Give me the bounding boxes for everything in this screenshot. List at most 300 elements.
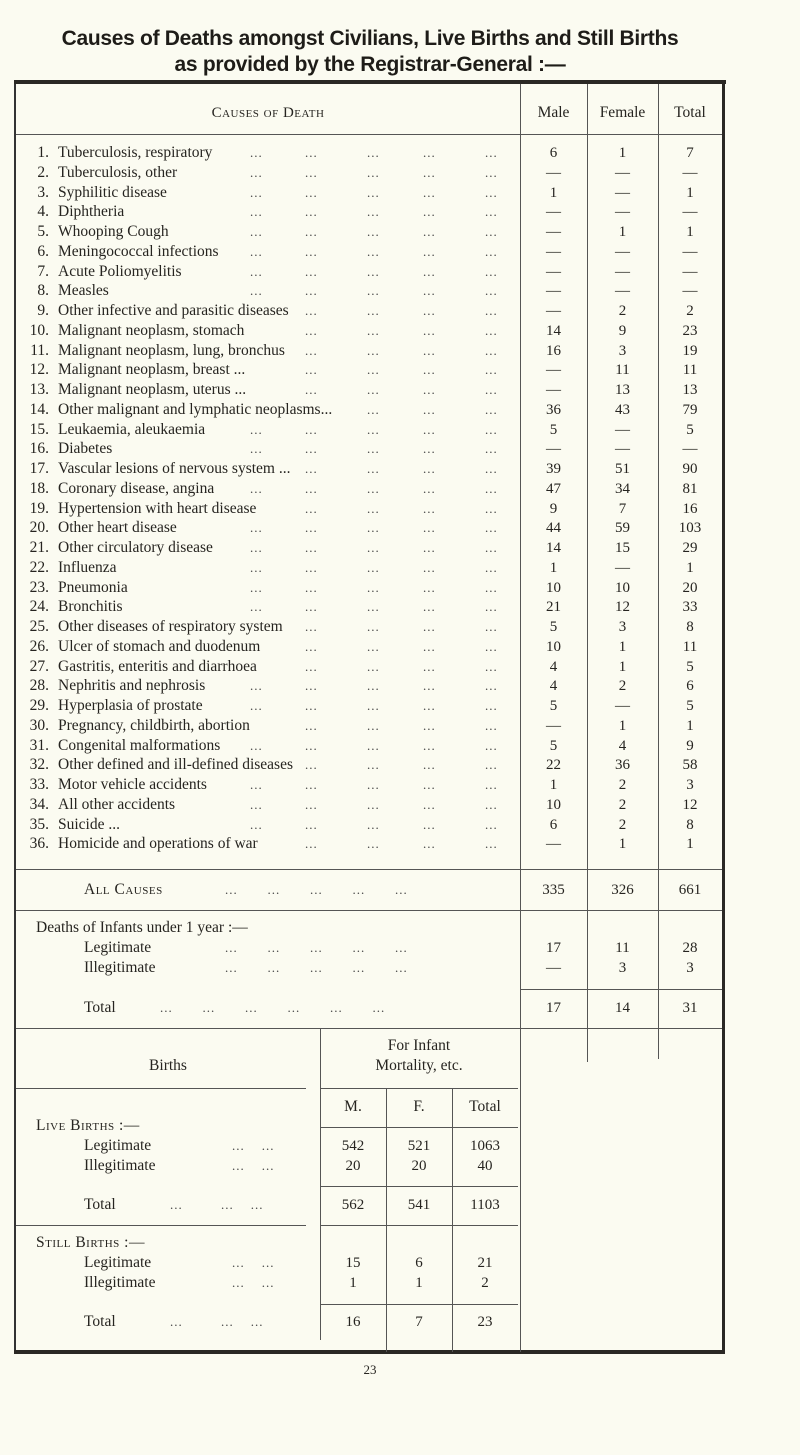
dot-leader: ... [367, 658, 380, 674]
dot-leader: ... [423, 184, 436, 200]
header-female: Female [599, 104, 646, 121]
row-number: 21. [29, 539, 49, 556]
dot-leader: ... [305, 243, 318, 259]
dot-leader: ... [423, 362, 436, 378]
dot-leader: ... [305, 559, 318, 575]
all-causes-female: 326 [611, 882, 634, 898]
row-number: 19. [29, 499, 49, 517]
dot-leader: ... [423, 540, 436, 555]
births-col-f: F. [413, 1098, 425, 1115]
dot-leader: ... [423, 204, 436, 220]
male-count: 39 [546, 461, 561, 477]
dot-leader: ... [485, 243, 498, 259]
dot-leader: ... [423, 342, 436, 358]
cause-label: Acute Poliomyelitis [58, 262, 182, 280]
dot-leader: ... [305, 520, 318, 536]
female-count: 9 [618, 322, 627, 339]
dot-leader: ... [367, 164, 380, 180]
dot-leader: ... [250, 737, 263, 753]
female-count: 13 [615, 382, 630, 398]
dot-leader: ... [485, 816, 498, 832]
total-count: 7 [686, 145, 694, 161]
male-count: — [546, 362, 561, 379]
cause-label: All other accidents [58, 795, 176, 813]
dot-leader: ... [485, 441, 498, 457]
dot-leader: ... [367, 777, 380, 792]
divider [16, 1225, 306, 1226]
dot-leader: ... [423, 599, 436, 615]
dot-leader: ... [485, 401, 498, 417]
male-count: 44 [546, 520, 561, 537]
infant-male: 17 [546, 1000, 561, 1016]
dot-leader: ... [305, 263, 318, 279]
cause-label: Influenza [58, 558, 117, 576]
male-count: — [546, 382, 561, 398]
total-count: — [682, 283, 698, 300]
dot-leader: ... [367, 579, 380, 595]
male-count: 5 [549, 619, 558, 635]
still-births-f: 7 [415, 1314, 423, 1330]
dot-leader: ... [485, 559, 498, 575]
dot-leader: ... ... ... ... ... [225, 960, 408, 975]
dot-leader: ... [485, 421, 498, 437]
cause-label: Nephritis and nephrosis [58, 677, 206, 695]
dot-leader: ... [485, 461, 498, 476]
dot-leader: ... [250, 579, 263, 595]
infant-row-label: Total [84, 999, 116, 1016]
dot-leader: ... [485, 382, 498, 397]
dot-leader: ... [305, 382, 318, 397]
row-number: 6. [37, 242, 49, 260]
infant-row-label: Illegitimate [84, 959, 156, 976]
row-number: 7. [37, 262, 49, 280]
dot-leader: ... [485, 145, 498, 160]
page-number: 23 [363, 1362, 377, 1377]
dot-leader: ... [250, 678, 263, 694]
male-count: — [546, 717, 561, 734]
row-number: 27. [29, 657, 49, 675]
male-count: — [546, 204, 561, 221]
male-count: 47 [546, 480, 561, 497]
total-count: — [682, 204, 698, 221]
dot-leader: ... [485, 184, 498, 200]
female-count: 15 [615, 540, 630, 556]
total-count: 1 [686, 184, 694, 201]
divider [16, 869, 722, 870]
dot-leader: ... [423, 401, 436, 417]
dot-leader: ... ... [232, 1138, 275, 1153]
dot-leader: ... [367, 599, 380, 615]
total-count: 5 [686, 698, 694, 714]
dot-leader: ... [367, 322, 380, 338]
row-number: 4. [37, 203, 49, 221]
divider [320, 1225, 518, 1226]
cause-label: Meningococcal infections [58, 242, 219, 260]
row-number: 35. [29, 815, 49, 833]
dot-leader: ... [485, 480, 498, 496]
dot-leader: ... [305, 500, 318, 516]
dot-leader: ... [305, 322, 318, 338]
cause-label: Other infective and parasitic diseases [58, 302, 289, 319]
infant-female: 14 [615, 1000, 630, 1016]
row-number: 9. [37, 302, 49, 319]
dot-leader: ... [367, 362, 380, 378]
female-count: 1 [618, 717, 627, 734]
row-number: 23. [29, 578, 49, 596]
divider [16, 134, 722, 135]
dot-leader: ... [485, 796, 498, 812]
total-count: 11 [682, 362, 698, 379]
total-count: 20 [682, 579, 698, 596]
all-causes-label: All Causes [84, 881, 163, 898]
dot-leader: ... [305, 540, 318, 555]
dot-leader: ... [485, 204, 498, 220]
total-count: 8 [686, 619, 694, 635]
row-number: 15. [29, 420, 49, 438]
dot-leader: ... [305, 737, 318, 753]
total-count: 1 [686, 559, 694, 576]
dot-leader: ... [485, 658, 498, 674]
divider [320, 1127, 518, 1128]
row-number: 12. [29, 361, 49, 379]
row-number: 31. [29, 736, 49, 754]
female-count: — [615, 441, 630, 458]
dot-leader: ... ... ... [170, 1197, 264, 1212]
still-births-m: 16 [345, 1314, 361, 1330]
dot-leader: ... [485, 303, 498, 318]
row-number: 22. [29, 558, 49, 576]
dot-leader: ... [305, 480, 318, 496]
dot-leader: ... [367, 737, 380, 753]
female-count: 43 [615, 401, 630, 418]
dot-leader: ... [367, 224, 380, 239]
dot-leader: ... [423, 382, 436, 397]
row-number: 24. [29, 598, 49, 616]
female-count: 51 [615, 461, 630, 477]
cause-label: Gastritis, enteritis and diarrhoea [58, 657, 257, 675]
dot-leader: ... [367, 816, 380, 832]
dot-leader: ... [485, 520, 498, 536]
male-count: 22 [546, 757, 561, 774]
dot-leader: ... [367, 401, 380, 417]
total-count: — [682, 164, 698, 181]
male-count: — [546, 303, 561, 319]
dot-leader: ... [485, 836, 498, 852]
total-count: — [682, 441, 698, 458]
dot-leader: ... [485, 777, 498, 792]
dot-leader: ... [367, 619, 380, 634]
cause-label: Malignant neoplasm, lung, bronchus [58, 341, 285, 359]
male-count: 16 [546, 342, 561, 359]
cause-label: Suicide ... [58, 815, 120, 833]
row-number: 8. [37, 282, 49, 300]
dot-leader: ... [305, 757, 318, 773]
dot-leader: ... [250, 816, 263, 832]
female-count: — [615, 184, 630, 201]
dot-leader: ... ... ... [170, 1314, 264, 1329]
cause-label: Hyperplasia of prostate [58, 697, 203, 714]
female-count: 1 [618, 638, 627, 655]
dot-leader: ... [367, 461, 380, 476]
dot-leader: ... [305, 303, 318, 318]
dot-leader: ... [485, 737, 498, 753]
total-count: 58 [682, 757, 698, 774]
female-count: — [615, 559, 630, 576]
table-top-rule [14, 80, 726, 84]
dot-leader: ... [485, 619, 498, 634]
row-number: 5. [37, 223, 49, 240]
male-count: 4 [549, 678, 558, 695]
live-births-heading: Live Births :— [36, 1117, 140, 1134]
dot-leader: ... [367, 342, 380, 358]
still-births-total: 2 [481, 1275, 489, 1291]
dot-leader: ... [250, 243, 263, 259]
dot-leader: ... [423, 796, 436, 812]
dot-leader: ... [423, 145, 436, 160]
cause-label: Ulcer of stomach and duodenum [58, 637, 261, 655]
total-count: — [682, 263, 698, 280]
dot-leader: ... [367, 263, 380, 279]
female-count: 3 [618, 342, 627, 359]
cause-label: Motor vehicle accidents [58, 776, 207, 793]
cause-label: Other circulatory disease [58, 539, 213, 556]
female-count: 34 [615, 480, 630, 497]
cause-label: Bronchitis [58, 598, 123, 616]
dot-leader: ... [367, 717, 380, 733]
dot-leader: ... [367, 757, 380, 773]
female-count: 2 [618, 816, 627, 833]
dot-leader: ... [367, 382, 380, 397]
dot-leader: ... [250, 480, 263, 496]
male-count: 1 [549, 559, 558, 576]
dot-leader: ... [367, 243, 380, 259]
dot-leader: ... [305, 204, 318, 220]
row-number: 18. [29, 479, 49, 497]
female-count: 2 [618, 777, 627, 793]
row-number: 1. [37, 144, 49, 161]
births-col-m: M. [344, 1098, 362, 1115]
dot-leader: ... [367, 540, 380, 555]
cause-label: Other diseases of respiratory system [58, 618, 283, 635]
male-count: — [546, 164, 561, 181]
live-births-f: 20 [411, 1158, 427, 1174]
row-number: 29. [29, 697, 49, 714]
cause-label: Diabetes [58, 440, 113, 458]
dot-leader: ... [305, 579, 318, 595]
total-count: 8 [686, 816, 694, 833]
dot-leader: ... [423, 737, 436, 753]
infant-female: 11 [615, 940, 630, 956]
dot-leader: ... [423, 757, 436, 773]
dot-leader: ... [367, 638, 380, 654]
female-count: — [615, 204, 630, 221]
divider [320, 1088, 518, 1089]
dot-leader: ... [305, 283, 318, 299]
cause-label: Syphilitic disease [58, 183, 167, 201]
cause-label: Whooping Cough [58, 223, 169, 240]
male-count: — [546, 243, 561, 260]
row-number: 28. [29, 677, 49, 695]
divider [16, 910, 722, 911]
dot-leader: ... [305, 441, 318, 457]
total-count: 6 [686, 678, 694, 695]
female-count: 1 [618, 836, 627, 853]
dot-leader: ... [305, 698, 318, 713]
dot-leader: ... [305, 164, 318, 180]
dot-leader: ... ... [232, 1158, 275, 1173]
row-number: 16. [29, 440, 49, 458]
dot-leader: ... [305, 342, 318, 358]
row-number: 10. [29, 321, 49, 339]
female-count: — [615, 698, 630, 714]
total-count: 1 [686, 224, 694, 240]
dot-leader: ... [250, 283, 263, 299]
cause-label: Malignant neoplasm, breast ... [58, 361, 246, 379]
cause-label: Hypertension with heart disease [58, 499, 257, 517]
total-count: 11 [682, 638, 698, 655]
dot-leader: ... [305, 224, 318, 239]
dot-leader: ... [485, 263, 498, 279]
divider [520, 989, 722, 990]
dot-leader: ... [250, 224, 263, 239]
male-count: 9 [549, 500, 558, 517]
dot-leader: ... [250, 204, 263, 220]
dot-leader: ... [367, 796, 380, 812]
dot-leader: ... [485, 599, 498, 615]
dot-leader: ... [367, 421, 380, 437]
dot-leader: ... [485, 362, 498, 378]
female-count: 1 [618, 658, 627, 675]
total-count: 12 [682, 796, 698, 813]
total-count: 23 [682, 322, 698, 339]
total-count: 2 [686, 303, 694, 319]
total-count: 103 [678, 520, 702, 537]
dot-leader: ... [250, 540, 263, 555]
male-count: 10 [546, 638, 561, 655]
cause-label: Pneumonia [58, 578, 128, 596]
cause-label: Other defined and ill-defined diseases [58, 756, 293, 774]
live-births-label: Legitimate [84, 1137, 152, 1154]
dot-leader: ... ... ... ... ... [225, 940, 408, 955]
cause-label: Vascular lesions of nervous system ... [58, 460, 291, 477]
dot-leader: ... [485, 757, 498, 773]
dot-leader: ... [367, 283, 380, 299]
dot-leader: ... [367, 204, 380, 220]
total-count: 13 [682, 382, 698, 398]
dot-leader: ... [367, 500, 380, 516]
dot-leader: ... [367, 520, 380, 536]
still-births-f: 6 [415, 1255, 423, 1271]
dot-leader: ... [367, 145, 380, 160]
infant-female: 3 [618, 960, 627, 976]
dot-leader: ... [305, 638, 318, 654]
female-count: 36 [615, 757, 630, 774]
still-births-m: 1 [349, 1275, 357, 1291]
dot-leader: ... [485, 698, 498, 713]
cause-label: Tuberculosis, respiratory [58, 144, 213, 161]
dot-leader: ... [423, 678, 436, 694]
dot-leader: ... [423, 658, 436, 674]
male-count: 36 [546, 401, 561, 418]
total-count: 3 [686, 777, 694, 793]
infant-row-label: Legitimate [84, 939, 152, 956]
dot-leader: ... [423, 698, 436, 713]
dot-leader: ... [250, 263, 263, 279]
female-count: 3 [618, 619, 627, 635]
dot-leader: ... [485, 638, 498, 654]
live-births-total: 1063 [470, 1138, 500, 1154]
live-births-m: 562 [341, 1197, 365, 1213]
dot-leader: ... [485, 579, 498, 595]
row-number: 2. [37, 163, 49, 181]
births-heading: Births [149, 1057, 187, 1074]
dot-leader: ... [423, 303, 436, 318]
male-count: 14 [546, 322, 561, 339]
infants-heading: Deaths of Infants under 1 year :— [36, 919, 248, 936]
live-births-total: 1103 [470, 1197, 500, 1213]
dot-leader: ... ... ... ... ... [225, 882, 408, 897]
total-count: 16 [682, 500, 698, 517]
male-count: 10 [546, 796, 561, 813]
live-births-label: Illegitimate [84, 1157, 156, 1174]
cause-label: Other malignant and lymphatic neoplasms... [58, 400, 333, 418]
male-count: — [546, 263, 561, 280]
dot-leader: ... [485, 164, 498, 180]
row-number: 14. [29, 400, 49, 418]
row-number: 32. [29, 756, 49, 774]
female-count: 4 [618, 737, 627, 754]
dot-leader: ... [305, 717, 318, 733]
still-births-label: Total [84, 1313, 116, 1330]
total-count: — [682, 243, 698, 260]
dot-leader: ... [485, 540, 498, 555]
dot-leader: ... [250, 164, 263, 180]
dot-leader: ... [305, 619, 318, 634]
dot-leader: ... [423, 638, 436, 654]
female-count: 12 [615, 599, 630, 616]
cause-label: Leukaemia, aleukaemia [58, 420, 206, 438]
male-count: 5 [549, 737, 558, 754]
table-bottom-rule [14, 1350, 725, 1354]
infant-total: 3 [686, 960, 694, 976]
total-count: 9 [686, 737, 694, 754]
total-count: 81 [682, 480, 698, 497]
divider [320, 1304, 518, 1305]
male-count: 1 [549, 184, 558, 201]
live-births-label: Total [84, 1196, 116, 1213]
infant-male: 17 [546, 940, 561, 956]
female-count: — [615, 421, 630, 438]
dot-leader: ... [423, 283, 436, 299]
dot-leader: ... [423, 243, 436, 259]
births-col-total: Total [469, 1098, 501, 1115]
dot-leader: ... [423, 224, 436, 239]
male-count: 6 [549, 145, 558, 161]
cause-label: Malignant neoplasm, stomach [58, 321, 245, 339]
dot-leader: ... [423, 579, 436, 595]
female-count: — [615, 164, 630, 181]
row-number: 3. [37, 183, 49, 201]
dot-leader: ... [485, 342, 498, 358]
male-count: 10 [546, 579, 561, 596]
live-births-f: 541 [407, 1197, 431, 1213]
row-number: 11. [30, 341, 49, 359]
dot-leader: ... [367, 480, 380, 496]
still-births-label: Illegitimate [84, 1274, 156, 1291]
dot-leader: ... [423, 461, 436, 476]
female-count: — [615, 263, 630, 280]
live-births-f: 521 [407, 1138, 431, 1154]
